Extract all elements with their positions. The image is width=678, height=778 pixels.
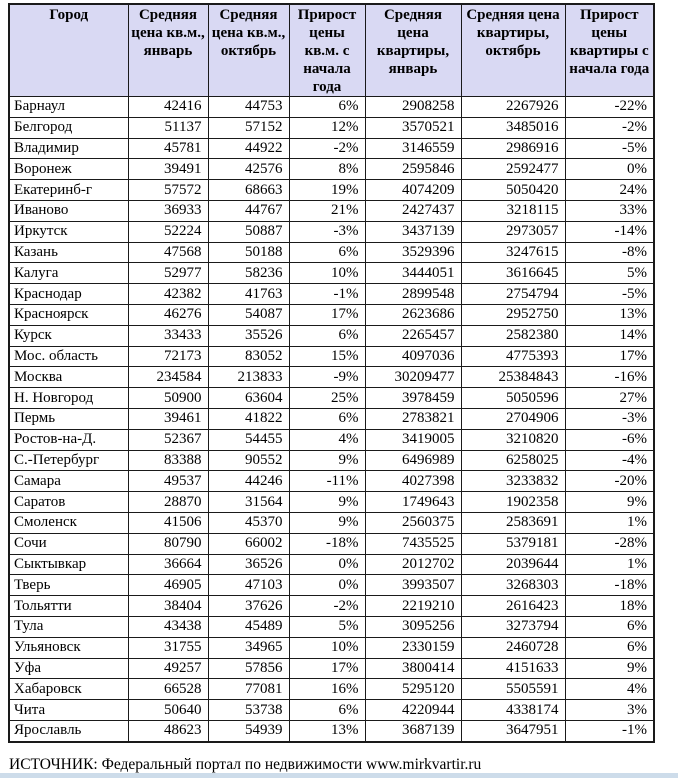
value-cell: 53738 (208, 700, 289, 721)
table-row (9, 720, 654, 741)
value-cell: 63604 (208, 388, 289, 409)
value-cell: 80790 (128, 533, 208, 554)
table-row (9, 304, 654, 325)
value-cell: -16% (565, 367, 654, 388)
value-cell: 9% (289, 450, 365, 471)
value-cell: 4074209 (365, 180, 461, 201)
city-cell: Иркутск (9, 221, 128, 242)
value-cell: 3273794 (461, 616, 565, 637)
value-cell: 77081 (208, 679, 289, 700)
city-cell: Владимир (9, 138, 128, 159)
table-row (9, 492, 654, 513)
value-cell: 49257 (128, 658, 208, 679)
value-cell: 0% (289, 575, 365, 596)
value-cell: -8% (565, 242, 654, 263)
value-cell: 52367 (128, 429, 208, 450)
value-cell: -5% (565, 284, 654, 305)
table-row (9, 700, 654, 721)
city-prices-table (8, 3, 655, 743)
city-cell: Казань (9, 242, 128, 263)
value-cell: 4775393 (461, 346, 565, 367)
value-cell: 3647951 (461, 720, 565, 741)
value-cell: 4220944 (365, 700, 461, 721)
value-cell: 44246 (208, 471, 289, 492)
value-cell: 3800414 (365, 658, 461, 679)
value-cell: 5379181 (461, 533, 565, 554)
value-cell: 234584 (128, 367, 208, 388)
value-cell: 46905 (128, 575, 208, 596)
value-cell: 44753 (208, 97, 289, 118)
value-cell: 9% (289, 492, 365, 513)
value-cell: 45781 (128, 138, 208, 159)
table-row (9, 284, 654, 305)
value-cell: 41822 (208, 408, 289, 429)
city-cell: Смоленск (9, 512, 128, 533)
value-cell: -6% (565, 429, 654, 450)
value-cell: 3% (565, 700, 654, 721)
value-cell: 17% (289, 304, 365, 325)
value-cell: 5505591 (461, 679, 565, 700)
city-cell: Москва (9, 367, 128, 388)
value-cell: 41506 (128, 512, 208, 533)
table-row (9, 450, 654, 471)
value-cell: -22% (565, 97, 654, 118)
city-cell: Ульяновск (9, 637, 128, 658)
table-row (9, 159, 654, 180)
header-apartment-price-january: Средняя цена квартиры, январь (365, 4, 461, 97)
value-cell: 36664 (128, 554, 208, 575)
value-cell: 41763 (208, 284, 289, 305)
value-cell: 38404 (128, 596, 208, 617)
value-cell: -18% (565, 575, 654, 596)
value-cell: 10% (289, 263, 365, 284)
value-cell: 24% (565, 180, 654, 201)
value-cell: 18% (565, 596, 654, 617)
city-cell: Н. Новгород (9, 388, 128, 409)
value-cell: -9% (289, 367, 365, 388)
table-row (9, 471, 654, 492)
value-cell: 6% (565, 616, 654, 637)
value-cell: 58236 (208, 263, 289, 284)
value-cell: 30209477 (365, 367, 461, 388)
value-cell: 27% (565, 388, 654, 409)
value-cell: 2623686 (365, 304, 461, 325)
table-row (9, 242, 654, 263)
value-cell: 3095256 (365, 616, 461, 637)
city-cell: Сочи (9, 533, 128, 554)
value-cell: -11% (289, 471, 365, 492)
city-cell: Белгород (9, 117, 128, 138)
table-row (9, 97, 654, 118)
value-cell: 21% (289, 200, 365, 221)
value-cell: 2783821 (365, 408, 461, 429)
value-cell: 4% (289, 429, 365, 450)
value-cell: 48623 (128, 720, 208, 741)
value-cell: 50887 (208, 221, 289, 242)
header-sqm-price-october: Средняя цена кв.м., октябрь (208, 4, 289, 97)
value-cell: 2219210 (365, 596, 461, 617)
value-cell: 2583691 (461, 512, 565, 533)
value-cell: 46276 (128, 304, 208, 325)
value-cell: 37626 (208, 596, 289, 617)
value-cell: 2582380 (461, 325, 565, 346)
table-row (9, 180, 654, 201)
header-apartment-price-october: Средняя цена квартиры, октябрь (461, 4, 565, 97)
table-header (9, 4, 654, 97)
value-cell: 90552 (208, 450, 289, 471)
value-cell: -3% (289, 221, 365, 242)
value-cell: 10% (289, 637, 365, 658)
value-cell: 2986916 (461, 138, 565, 159)
city-cell: Сыктывкар (9, 554, 128, 575)
city-cell: Воронеж (9, 159, 128, 180)
table-row (9, 596, 654, 617)
value-cell: 33433 (128, 325, 208, 346)
value-cell: -2% (289, 138, 365, 159)
header-apartment-price-change: Прирост цены квартиры с начала года (565, 4, 654, 97)
city-cell: Калуга (9, 263, 128, 284)
value-cell: 2012702 (365, 554, 461, 575)
value-cell: 2265457 (365, 325, 461, 346)
value-cell: 2592477 (461, 159, 565, 180)
value-cell: 15% (289, 346, 365, 367)
value-cell: 9% (289, 512, 365, 533)
value-cell: 25384843 (461, 367, 565, 388)
value-cell: 6% (289, 408, 365, 429)
value-cell: 6% (289, 242, 365, 263)
city-cell: Краснодар (9, 284, 128, 305)
value-cell: 3687139 (365, 720, 461, 741)
value-cell: 35526 (208, 325, 289, 346)
value-cell: 2560375 (365, 512, 461, 533)
city-cell: Хабаровск (9, 679, 128, 700)
value-cell: 5% (289, 616, 365, 637)
value-cell: -2% (289, 596, 365, 617)
value-cell: -28% (565, 533, 654, 554)
value-cell: 5% (565, 263, 654, 284)
value-cell: 3247615 (461, 242, 565, 263)
value-cell: 33% (565, 200, 654, 221)
table-row (9, 325, 654, 346)
value-cell: 3233832 (461, 471, 565, 492)
value-cell: 39491 (128, 159, 208, 180)
value-cell: 6% (289, 700, 365, 721)
city-cell: Красноярск (9, 304, 128, 325)
table-row (9, 533, 654, 554)
value-cell: 83388 (128, 450, 208, 471)
value-cell: -20% (565, 471, 654, 492)
value-cell: 36526 (208, 554, 289, 575)
value-cell: 7435525 (365, 533, 461, 554)
value-cell: 44922 (208, 138, 289, 159)
value-cell: -1% (289, 284, 365, 305)
value-cell: 6% (565, 637, 654, 658)
value-cell: 9% (565, 492, 654, 513)
value-cell: 72173 (128, 346, 208, 367)
value-cell: 42576 (208, 159, 289, 180)
table-row (9, 346, 654, 367)
value-cell: 2330159 (365, 637, 461, 658)
value-cell: 3529396 (365, 242, 461, 263)
value-cell: 31755 (128, 637, 208, 658)
table-row (9, 554, 654, 575)
value-cell: 213833 (208, 367, 289, 388)
city-cell: Иваново (9, 200, 128, 221)
table-row (9, 512, 654, 533)
value-cell: 25% (289, 388, 365, 409)
city-cell: Пермь (9, 408, 128, 429)
value-cell: 0% (565, 159, 654, 180)
value-cell: 4097036 (365, 346, 461, 367)
value-cell: 6% (289, 325, 365, 346)
table-row (9, 117, 654, 138)
value-cell: 6258025 (461, 450, 565, 471)
value-cell: 83052 (208, 346, 289, 367)
value-cell: 49537 (128, 471, 208, 492)
city-cell: Уфа (9, 658, 128, 679)
table-row (9, 367, 654, 388)
city-cell: С.-Петербург (9, 450, 128, 471)
value-cell: -5% (565, 138, 654, 159)
value-cell: 52224 (128, 221, 208, 242)
header-sqm-price-january: Средняя цена кв.м., январь (128, 4, 208, 97)
value-cell: 47103 (208, 575, 289, 596)
header-row (9, 4, 654, 97)
value-cell: 45489 (208, 616, 289, 637)
value-cell: 54455 (208, 429, 289, 450)
value-cell: 14% (565, 325, 654, 346)
city-cell: Барнаул (9, 97, 128, 118)
city-cell: Чита (9, 700, 128, 721)
value-cell: 4338174 (461, 700, 565, 721)
value-cell: 5050420 (461, 180, 565, 201)
city-cell: Самара (9, 471, 128, 492)
value-cell: 2427437 (365, 200, 461, 221)
value-cell: 3444051 (365, 263, 461, 284)
table-row (9, 679, 654, 700)
value-cell: -2% (565, 117, 654, 138)
value-cell: 4027398 (365, 471, 461, 492)
value-cell: 17% (289, 658, 365, 679)
value-cell: 51137 (128, 117, 208, 138)
value-cell: 3570521 (365, 117, 461, 138)
value-cell: 16% (289, 679, 365, 700)
value-cell: 1% (565, 512, 654, 533)
value-cell: -4% (565, 450, 654, 471)
value-cell: 42416 (128, 97, 208, 118)
value-cell: 2616423 (461, 596, 565, 617)
value-cell: 6% (289, 97, 365, 118)
city-cell: Тольятти (9, 596, 128, 617)
value-cell: 2908258 (365, 97, 461, 118)
table-row (9, 616, 654, 637)
value-cell: 4% (565, 679, 654, 700)
value-cell: 0% (289, 554, 365, 575)
value-cell: 3437139 (365, 221, 461, 242)
value-cell: 3210820 (461, 429, 565, 450)
city-cell: Саратов (9, 492, 128, 513)
table-body (9, 97, 654, 742)
value-cell: 2595846 (365, 159, 461, 180)
value-cell: 42382 (128, 284, 208, 305)
value-cell: 19% (289, 180, 365, 201)
value-cell: 2973057 (461, 221, 565, 242)
bottom-bar (0, 773, 678, 778)
value-cell: 9% (565, 658, 654, 679)
value-cell: 3978459 (365, 388, 461, 409)
table-row (9, 637, 654, 658)
value-cell: 6496989 (365, 450, 461, 471)
table-row (9, 263, 654, 284)
value-cell: 1749643 (365, 492, 461, 513)
table-row (9, 408, 654, 429)
value-cell: -3% (565, 408, 654, 429)
value-cell: 4151633 (461, 658, 565, 679)
table-row (9, 138, 654, 159)
value-cell: 31564 (208, 492, 289, 513)
value-cell: -18% (289, 533, 365, 554)
value-cell: 52977 (128, 263, 208, 284)
table-row (9, 200, 654, 221)
value-cell: 12% (289, 117, 365, 138)
value-cell: 2039644 (461, 554, 565, 575)
value-cell: 5295120 (365, 679, 461, 700)
value-cell: 3485016 (461, 117, 565, 138)
value-cell: 66002 (208, 533, 289, 554)
value-cell: -14% (565, 221, 654, 242)
value-cell: 2899548 (365, 284, 461, 305)
value-cell: 17% (565, 346, 654, 367)
value-cell: 3616645 (461, 263, 565, 284)
value-cell: 13% (289, 720, 365, 741)
value-cell: -1% (565, 720, 654, 741)
value-cell: 2754794 (461, 284, 565, 305)
city-cell: Ярославль (9, 720, 128, 741)
value-cell: 3419005 (365, 429, 461, 450)
source-note: ИСТОЧНИК: Федеральный портал по недвижимости www.mirkvartir.ru (9, 755, 482, 773)
city-cell: Курск (9, 325, 128, 346)
table-row (9, 575, 654, 596)
value-cell: 36933 (128, 200, 208, 221)
value-cell: 50640 (128, 700, 208, 721)
value-cell: 3993507 (365, 575, 461, 596)
value-cell: 57856 (208, 658, 289, 679)
value-cell: 5050596 (461, 388, 565, 409)
city-cell: Ростов-на-Д. (9, 429, 128, 450)
value-cell: 8% (289, 159, 365, 180)
value-cell: 2460728 (461, 637, 565, 658)
header-sqm-price-change: Прирост цены кв.м. с начала года (289, 4, 365, 97)
table-row (9, 658, 654, 679)
value-cell: 57152 (208, 117, 289, 138)
value-cell: 2952750 (461, 304, 565, 325)
value-cell: 68663 (208, 180, 289, 201)
value-cell: 54087 (208, 304, 289, 325)
value-cell: 44767 (208, 200, 289, 221)
value-cell: 45370 (208, 512, 289, 533)
value-cell: 13% (565, 304, 654, 325)
value-cell: 3268303 (461, 575, 565, 596)
value-cell: 1% (565, 554, 654, 575)
value-cell: 66528 (128, 679, 208, 700)
city-cell: Екатеринб-г (9, 180, 128, 201)
value-cell: 50188 (208, 242, 289, 263)
city-cell: Тверь (9, 575, 128, 596)
header-city: Город (9, 4, 128, 97)
value-cell: 57572 (128, 180, 208, 201)
value-cell: 34965 (208, 637, 289, 658)
value-cell: 2267926 (461, 97, 565, 118)
value-cell: 3146559 (365, 138, 461, 159)
value-cell: 50900 (128, 388, 208, 409)
table-row (9, 429, 654, 450)
value-cell: 1902358 (461, 492, 565, 513)
city-cell: Тула (9, 616, 128, 637)
value-cell: 3218115 (461, 200, 565, 221)
table-row (9, 388, 654, 409)
city-cell: Мос. область (9, 346, 128, 367)
value-cell: 54939 (208, 720, 289, 741)
value-cell: 43438 (128, 616, 208, 637)
value-cell: 28870 (128, 492, 208, 513)
value-cell: 2704906 (461, 408, 565, 429)
value-cell: 39461 (128, 408, 208, 429)
value-cell: 47568 (128, 242, 208, 263)
table-row (9, 221, 654, 242)
